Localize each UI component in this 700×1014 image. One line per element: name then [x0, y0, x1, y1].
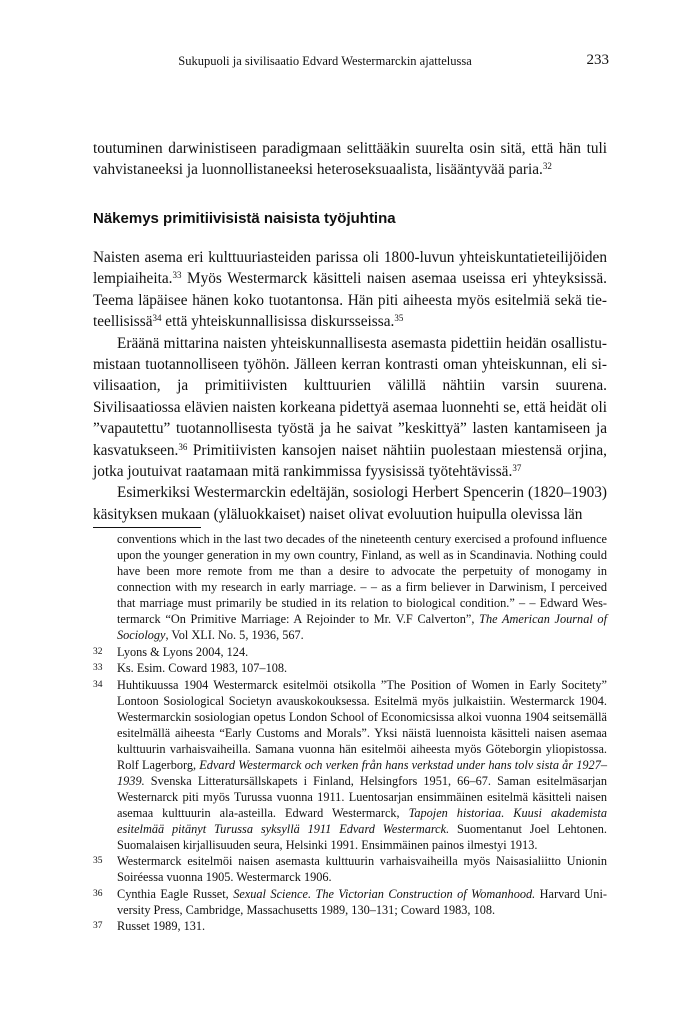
footnote-divider	[93, 527, 201, 528]
footnote-33	[93, 660, 607, 676]
paragraph-1	[93, 247, 607, 333]
footnote-number: 35	[93, 856, 103, 866]
footnote-36-title: Sexual Science. The Victorian Construction of Womanhood.	[233, 886, 536, 901]
paragraph-3	[93, 482, 607, 525]
footnote-34	[93, 677, 607, 853]
section-body	[93, 247, 607, 525]
footnote-text: Westermarck esitelmöi naisen asemasta kulttuurin varhaisvaiheilla myös Naisasialiitto Unionin Soiréessa vuonna 1905. Westermarck 1906.	[117, 854, 607, 884]
footnote-34-b: Svenska Litteratursällskapets i Finland, Helsingfors 1951, 66–67. Saman esitelmäsarjan Westernarck piti myös Turussa vuonna 1911. Luentosarjan ensimmäinen esitelmä käsitteli naisen asemaa kulttuurin ala-asteilla. Edward Westermarck,	[117, 773, 607, 820]
footnote-number: 37	[93, 921, 103, 931]
continuation-text	[93, 138, 607, 181]
paragraph-3-text: Esimerkiksi Westermarckin edeltäjän, sosiologi Herbert Spencerin (1820–1903) käsityksen mukaan (yläluokkaiset) naiset olivat evoluution huipulla olevissa län	[93, 484, 607, 523]
footnote-number: 33	[93, 663, 103, 673]
footnote-ref-34[interactable]: 34	[152, 313, 162, 324]
footnote-34-title-2: Tapojen historiaa. Kuusi akademista esitelmää pitänyt Turussa syksyllä 1911 Edvard Westermarck.	[117, 805, 607, 836]
paragraph-1-text-a: Naisten asema eri kulttuuriasteiden parissa oli 1800-luvun yhteiskuntatieteilijöiden lempiaiheita.	[93, 249, 607, 288]
footnote-37	[93, 918, 607, 934]
footnote-34-c: Suomentanut Joel Lehtonen. Suomalaisen kirjallisuuden seura, Helsinki 1991. Ensimmäinen painos ilmestyi 1913.	[117, 821, 607, 852]
page-number: 233	[586, 52, 609, 68]
footnote-continued-text	[93, 531, 607, 643]
paragraph-2-text-a: Eräänä mittarina naisten yhteiskunnallisesta asemasta pidettiin heidän osallistumistaan tuotannolliseen työhön. Jälleen kerran kontrasti oman yhteiskunnan, eli sivilisaation, ja primitiivisten kulttuurien välillä nähtiin varsin suurena. Sivilisaatiossa elävien naisten korkeana pidettyä asemaa luonnehti se, että heidät oli ”vapautettu” tuotannollisesta työstä ja he saivat ”keskittyä” lasten kantamiseen ja kasvatukseen.	[93, 334, 607, 459]
footnote-34-title-1: Edvard Westermarck och verken från hans verkstad under hans tolv sista år 1927–1939.	[117, 757, 608, 788]
footnote-number: 36	[93, 888, 103, 899]
footnote-text	[117, 677, 607, 853]
running-title: Sukupuoli ja sivilisaatio Edvard Westermarckin ajattelussa	[178, 54, 472, 68]
paragraph-2-text-b: Primitiivisten kansojen naiset nähtiin puolestaan miestensä orjina, jotka joutuivat raatamaan mitä rankimmissa fyysisissä työtehtävissä.	[93, 441, 607, 481]
footnote-34-a: Huhtikuussa 1904 Westermarck esitelmöi otsikolla ”The Position of Women in Early Socitety” Lontoon Sosiological Societyn avauskokouksessa. Esitelmä myös julkaistiin. Westermarck 1904. Westermarckin sosiologian opetus London School of Economicsissa alkoi vuonna 1904 seitsemällä esitelmällä aiheesta “Early Customs and Morals”. Yksi näistä luennoista käsitteli naisen asemaa kulttuurin varhaisvaiheilla. Samana vuonna hän esitelmöi aiheesta myös Göteborgin yliopistossa. Rolf Lagerborg,	[117, 677, 607, 772]
footnote-35	[93, 853, 607, 885]
footnote-text: Ks. Esim. Coward 1983, 107–108.	[117, 661, 288, 675]
footnote-continued-journal: The American Journal of Sociology	[117, 612, 607, 642]
footnote-continued-a: conventions which in the last two decades of the nineteenth century exercised a profound influence upon the younger generation in my own country, Finland, as well as in Scandinavia. Nothing could have been more remote from me than a desire to advocate the perpetuity of monogamy in connection with my research in early marriage. – – as a firm believer in Darwinism, I perceived that marriage must primarily be studied in its relation to biological condition.” – – Edward Westermarck “On Primitive Marriage: A Rejoinder to Mr. V.F Calverton”,	[117, 532, 607, 626]
footnote-text: Lyons & Lyons 2004, 124.	[117, 644, 249, 659]
footnotes	[93, 531, 607, 934]
footnote-32	[93, 644, 607, 660]
footnote-ref-32[interactable]: 32	[542, 161, 552, 172]
footnote-36-b: Harvard University Press, Cambridge, Massachusetts 1989, 130–131; Coward 1983, 108.	[117, 886, 607, 917]
paragraph-1-text-c: että yhteiskunnallisissa diskursseissa.	[161, 313, 395, 331]
footnote-ref-37[interactable]: 37	[512, 463, 522, 474]
footnote-continued-b: , Vol XLI. No. 5, 1936, 567.	[165, 628, 304, 642]
footnote-continued	[93, 531, 607, 643]
footnote-number: 34	[93, 679, 103, 690]
paragraph-2	[93, 333, 607, 483]
continuation-paragraph	[93, 138, 607, 181]
footnote-ref-36[interactable]: 36	[178, 441, 188, 452]
paragraph-1-text-b: Myös Westermarck käsitteli naisen asemaa useissa eri yhteyksissä. Teema läpäisee hänen koko tuotantonsa. Hän piti aiheesta myös esitelmiä sekä tieteellisissä	[93, 270, 607, 331]
footnote-text	[117, 886, 607, 918]
section-heading: Näkemys primitiivisistä naisista työjuhtina	[93, 210, 396, 227]
footnote-36	[93, 886, 607, 918]
footnote-text: Russet 1989, 131.	[117, 919, 206, 933]
footnote-36-a: Cynthia Eagle Russet,	[117, 886, 234, 901]
continuation-body: toutuminen darwinistiseen paradigmaan selittääkin suurelta osin sitä, että hän tuli vahvistaneeksi ja luonnollistaneeksi heteroseksuaalista, lisääntyvää paria.	[93, 140, 607, 179]
footnote-ref-33[interactable]: 33	[172, 270, 182, 281]
footnote-number: 32	[93, 646, 103, 657]
footnote-ref-35[interactable]: 35	[394, 313, 404, 324]
